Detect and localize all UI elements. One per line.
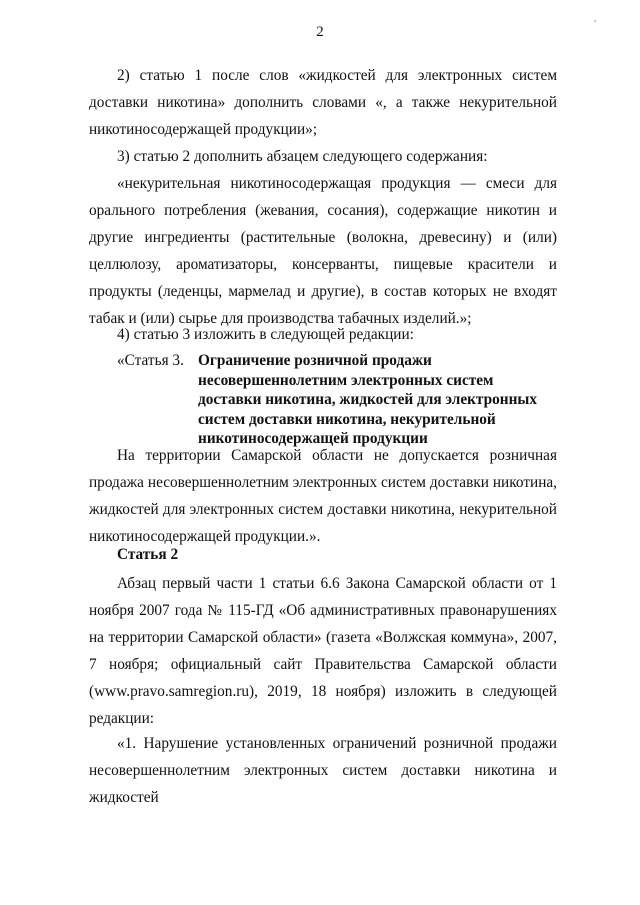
article-2-heading: Статья 2 (117, 546, 179, 563)
article-3-label: «Статья 3. (117, 352, 184, 369)
scan-mark: ˛ (594, 12, 597, 22)
paragraph-amend-article-2: 3) статью 2 дополнить абзацем следующего содержания: (117, 148, 488, 165)
paragraph-article-2-body: Абзац первый части 1 статьи 6.6 Закона Самарской области от 1 ноября 2007 года № 115-ГД «Об административных правонарушениях на территории Самарской области» (газета «Волжская коммуна», 2007, 7 ноября; официальный сайт Правительства Самарской области (www.pravo.samregion.ru), 2019, 18 ноября) изложить в следующей редакции: (89, 575, 557, 727)
paragraph-amend-article-1: 2) статью 1 после слов «жидкостей для электронных систем доставки никотина» дополнить словами «, а также некурительной никотиносодержащей продукции»; (89, 67, 557, 138)
paragraph-new-wording: «1. Нарушение установленных ограничений розничной продажи несовершеннолетним электронных систем доставки никотина и жидкостей (89, 735, 557, 806)
page-number: 2 (316, 24, 324, 40)
article-3-title: Ограничение розничной продажи несовершеннолетним электронных систем доставки никотина, жидкостей для электронных систем доставки никотина, некурительной никотиносодержащей продукции (198, 352, 538, 447)
paragraph-amend-article-3: 4) статью 3 изложить в следующей редакции: (117, 326, 414, 343)
paragraph-article-3-body: На территории Самарской области не допускается розничная продажа несовершеннолетним электронных систем доставки никотина, жидкостей для электронных систем доставки никотина, некурительной никотиносодержащей продукции.». (89, 447, 557, 545)
paragraph-definition: «некурительная никотиносодержащая продукция — смеси для орального потребления (жевания, сосания), содержащие никотин и другие ингредиенты (растительные (волокна, древесину) и (или) целлюлозу, ароматизаторы, консерванты, пищевые красители и продукты (леденцы, мармелад и другие), в состав которых не входят табак и (или) сырье для производства табачных изделий.»; (89, 175, 557, 327)
